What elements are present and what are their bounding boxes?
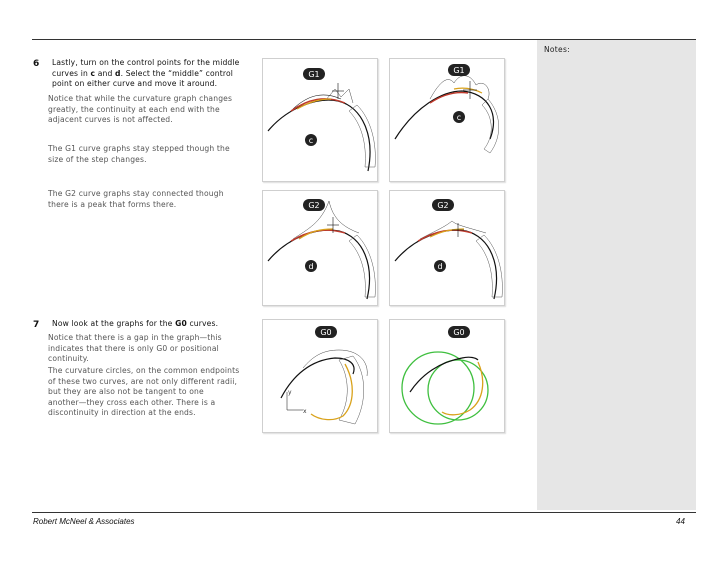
step-7-note-2 bbox=[48, 366, 266, 419]
note-line: continuity. bbox=[48, 354, 89, 363]
note-line: another—they cross each other. There is a bbox=[48, 397, 216, 407]
footer-company: Robert McNeel & Associates bbox=[33, 517, 135, 526]
g0-right-tag: G0 bbox=[453, 328, 465, 337]
figure-g1-right bbox=[389, 58, 505, 182]
footer-rule bbox=[32, 512, 696, 513]
g2-left-label: d bbox=[308, 262, 314, 271]
step-7-number: 7 bbox=[33, 320, 40, 330]
step-6-note-1 bbox=[48, 94, 263, 126]
note-line: adjacent curves is not affected. bbox=[48, 115, 173, 124]
step-7-text: Now look at the graphs for the bbox=[52, 319, 176, 328]
notes-label: Notes: bbox=[544, 45, 570, 54]
step-6-instruction bbox=[52, 58, 267, 90]
step-6-note-3 bbox=[48, 189, 263, 210]
g0-axis-x: x bbox=[303, 408, 307, 415]
note-line: The curvature circles, on the common endpoints bbox=[48, 366, 240, 375]
step-7-note-1 bbox=[48, 333, 263, 365]
note-line: there is a peak that forms there. bbox=[48, 199, 177, 209]
note-line: of these two curves, are not only different radii, bbox=[48, 376, 238, 386]
g2-right-tag: G2 bbox=[437, 201, 449, 210]
page-number: 44 bbox=[676, 517, 685, 526]
g2-right-label: d bbox=[437, 262, 443, 271]
notes-column bbox=[537, 40, 696, 510]
step-6-line-1: Lastly, turn on the control points for the middle bbox=[52, 58, 240, 67]
note-line: The G2 curve graphs stay connected though bbox=[48, 189, 224, 198]
note-line: Notice that while the curvature graph changes bbox=[48, 94, 233, 103]
g0-left-tag: G0 bbox=[320, 328, 332, 337]
note-line: discontinuity in direction at the ends. bbox=[48, 408, 196, 417]
figure-g0-right bbox=[389, 319, 505, 433]
note-line: size of the step changes. bbox=[48, 154, 147, 164]
step-7-text-end: curves. bbox=[186, 319, 219, 328]
step-7-bold: G0 bbox=[175, 319, 187, 328]
note-line: The G1 curve graphs stay stepped though the bbox=[48, 144, 230, 153]
step-6-note-2 bbox=[48, 144, 263, 165]
g1-right-tag: G1 bbox=[453, 66, 465, 75]
g2-left-tag: G2 bbox=[308, 201, 320, 210]
note-line: but they are also not be tangent to one bbox=[48, 387, 204, 396]
step-6-line-3: point on either curve and move it around. bbox=[52, 79, 218, 88]
note-line: greatly, the continuity at each end with the bbox=[48, 104, 220, 114]
figure-g2-right bbox=[389, 190, 505, 306]
note-line: Notice that there is a gap in the graph—this bbox=[48, 333, 222, 342]
figure-g2-left bbox=[262, 190, 378, 306]
g0-axis-y: y bbox=[288, 389, 292, 396]
g1-right-label: c bbox=[456, 113, 462, 122]
figure-g0-left bbox=[262, 319, 378, 433]
step-7-instruction bbox=[52, 319, 267, 330]
g1-left-tag: G1 bbox=[308, 70, 320, 79]
note-line: indicates that there is only G0 or positional bbox=[48, 343, 219, 353]
step-6-number: 6 bbox=[33, 59, 40, 69]
figure-g1-left bbox=[262, 58, 378, 182]
step-6-line-2: curves in c and d. Select the “middle” control bbox=[52, 68, 234, 78]
g1-left-label: c bbox=[308, 136, 314, 145]
